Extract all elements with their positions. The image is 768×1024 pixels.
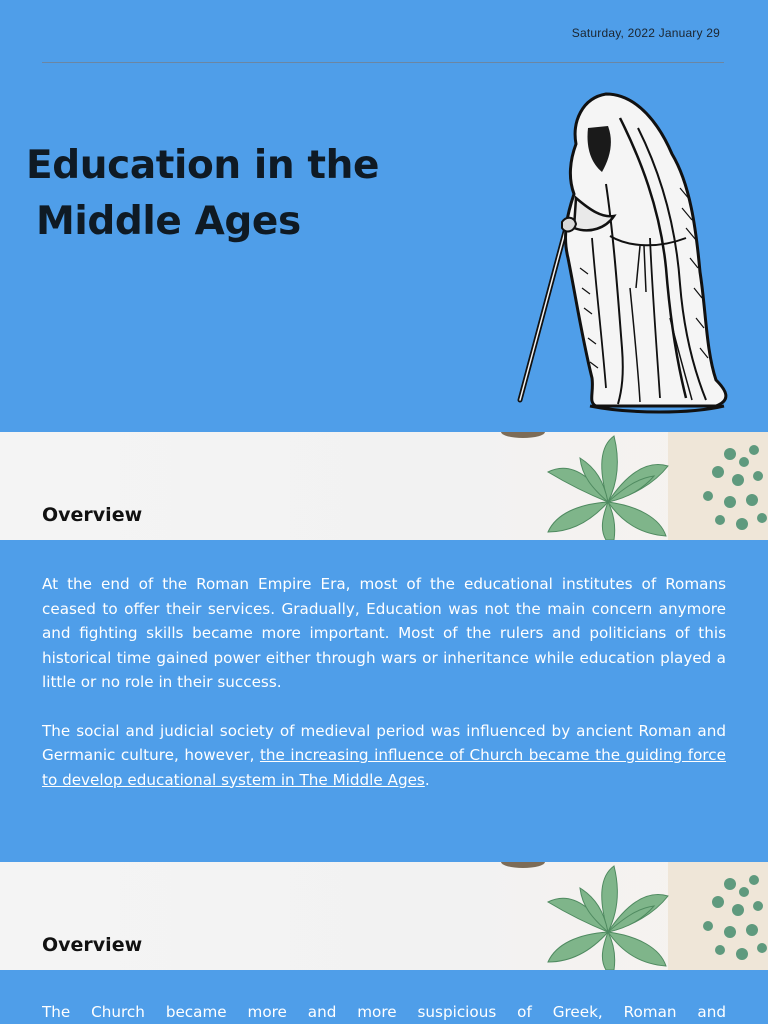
overview-2-paragraph-1 bbox=[42, 1000, 726, 1024]
section-banner-2 bbox=[0, 862, 768, 970]
hero-header bbox=[0, 0, 768, 432]
monk-illustration-icon bbox=[510, 88, 732, 416]
overview-section-2 bbox=[0, 970, 768, 1024]
overview-paragraph-2 bbox=[42, 719, 726, 793]
section-banner-1 bbox=[0, 432, 768, 540]
overview-paragraph-2-end: . bbox=[424, 770, 430, 789]
section-heading-overview-2: Overview bbox=[42, 934, 143, 956]
overview-2-paragraph-1-text: The Church became more and more suspicious of Greek, Roman and bbox=[42, 1003, 726, 1021]
page-title-line1: Education in the bbox=[26, 143, 380, 188]
header-divider bbox=[42, 62, 724, 63]
page-title bbox=[26, 138, 379, 250]
overview-section-1 bbox=[0, 540, 768, 862]
page-title-line2: Middle Ages bbox=[36, 199, 301, 244]
succulent-plants-icon bbox=[468, 862, 768, 970]
publish-date: Saturday, 2022 January 29 bbox=[571, 26, 720, 40]
overview-paragraph-1: At the end of the Roman Empire Era, most of the educational institutes of Romans ceased to offer their services. Gradually, Education was not the main concern anymore and fighting skills became more important. Most of the rulers and politicians of this historical time gained power either through wars or inheritance while education played a little or no role in their success. bbox=[42, 575, 726, 691]
succulent-plants-icon bbox=[468, 432, 768, 540]
overview-paragraph-2-text: The social and judicial society of medieval period was influenced by ancient Roman and Germanic culture, however, bbox=[42, 721, 726, 764]
church-influence-link[interactable]: the increasing influence of Church became the guiding force to develop educational system in The Middle Ages bbox=[42, 746, 726, 789]
section-heading-overview: Overview bbox=[42, 504, 143, 526]
